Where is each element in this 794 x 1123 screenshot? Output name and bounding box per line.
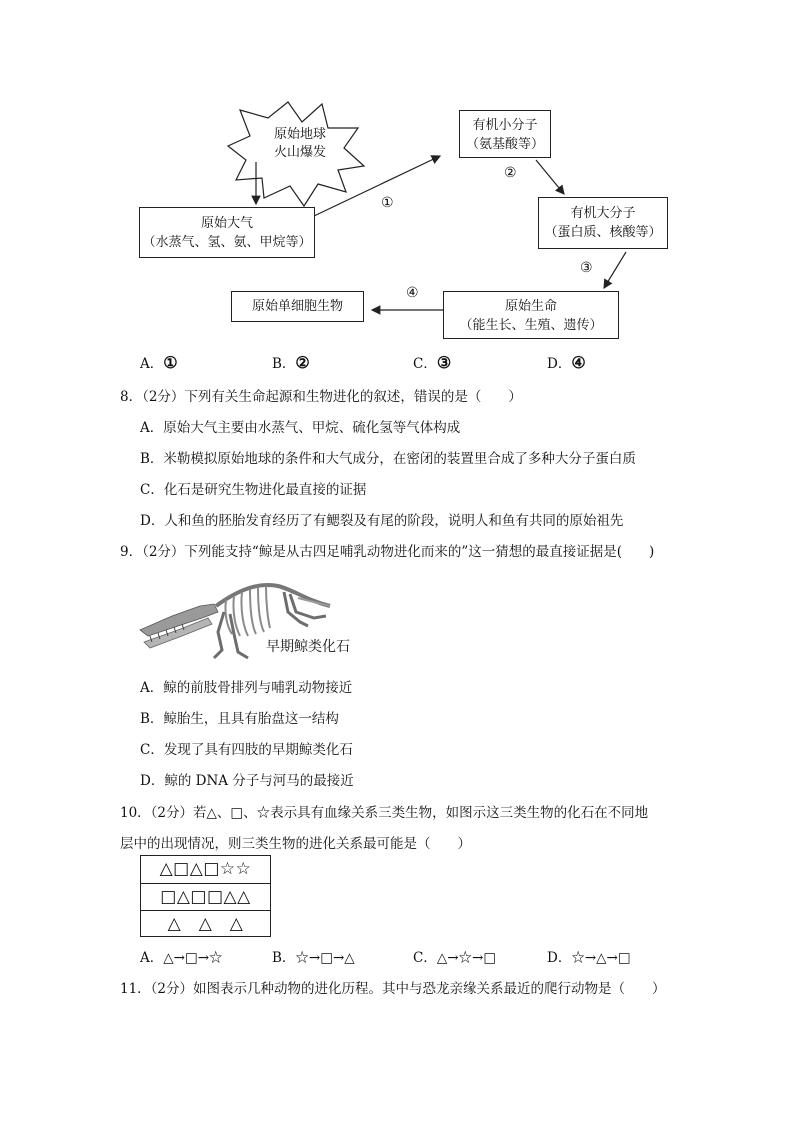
small-molecule-box (459, 110, 551, 158)
q8-option-a[interactable]: A．原始大气主要由水蒸气、甲烷、硫化氢等气体构成 (140, 420, 461, 436)
burst-label (258, 126, 342, 162)
q10-option-d[interactable]: D．☆→△→□ (547, 950, 631, 966)
step-label-1: ① (381, 195, 394, 211)
arrow-step-3 (604, 252, 626, 288)
arrow-step-2 (536, 160, 564, 194)
primitive-life-box (443, 291, 619, 339)
q10-option-b[interactable]: B．☆→□→△ (272, 950, 355, 966)
q9-option-b[interactable]: B．鲸胎生，且具有胎盘这一结构 (140, 711, 339, 727)
step-label-3: ③ (580, 260, 593, 276)
fossil-strata-table (140, 855, 271, 937)
q7-option-c[interactable] (413, 352, 451, 372)
atmosphere-detail: （水蒸气、氢、氨、甲烷等） (142, 235, 312, 250)
q10-stem-line-2: 层中的出现情况，则三类生物的进化关系最可能是（ ） (120, 836, 471, 852)
q7-option-d-letter: D． (547, 356, 572, 372)
q7-option-b[interactable] (272, 352, 310, 372)
q9-option-c[interactable]: C．发现了具有四肢的早期鲸类化石 (140, 742, 353, 758)
q10-option-a[interactable]: A．△→□→☆ (140, 950, 223, 966)
q10-option-c[interactable]: C．△→☆→□ (413, 950, 497, 966)
atmosphere-box (139, 207, 315, 258)
burst-line-2: 火山爆发 (273, 145, 326, 160)
stratum-bottom: △ △ △ (167, 914, 244, 934)
primitive-life-title: 原始生命 (504, 299, 557, 314)
single-cell-box (231, 291, 364, 322)
small-molecule-title: 有机小分子 (472, 118, 538, 133)
q9-option-d[interactable]: D．鲸的 DNA 分子与河马的最接近 (140, 773, 354, 789)
q7-option-c-letter: C． (413, 356, 437, 372)
large-molecule-title: 有机大分子 (570, 206, 636, 221)
q7-option-b-value: ② (295, 353, 310, 372)
step-label-4: ④ (406, 285, 419, 301)
q10-stem-line-1: 10．（2分）若△、□、☆表示具有血缘关系三类生物，如图示这三类生物的化石在不同地 (120, 805, 649, 821)
primitive-life-detail: （能生长、生殖、遗传） (459, 318, 603, 333)
q8-option-b[interactable]: B．米勒模拟原始地球的条件和大气成分，在密闭的装置里合成了多种大分子蛋白质 (140, 451, 636, 467)
stratum-middle: □△□□△△ (141, 884, 270, 912)
stratum-top: △□△□☆☆ (141, 856, 270, 884)
q7-option-d-value: ④ (571, 353, 586, 372)
large-molecule-detail: （蛋白质、核酸等） (544, 225, 662, 240)
step-label-2: ② (504, 165, 517, 181)
q7-option-b-letter: B． (272, 356, 296, 372)
whale-fossil-caption: 早期鲸类化石 (266, 639, 350, 655)
q8-option-d[interactable]: D．人和鱼的胚胎发育经历了有鳃裂及有尾的阶段，说明人和鱼有共同的原始祖先 (140, 513, 624, 529)
origin-of-life-diagram (0, 0, 794, 345)
q7-option-d[interactable] (547, 352, 586, 372)
q7-option-a-letter: A． (140, 356, 164, 372)
q11-stem: 11．（2分）如图表示几种动物的进化历程。其中与恐龙亲缘关系最近的爬行动物是（ ） (120, 981, 666, 997)
q7-option-a[interactable] (140, 352, 178, 372)
q8-option-c[interactable]: C．化石是研究生物进化最直接的证据 (140, 482, 367, 498)
single-cell-title: 原始单细胞生物 (251, 299, 343, 314)
q9-option-a[interactable]: A．鲸的前肢骨排列与哺乳动物接近 (140, 680, 353, 696)
q7-option-a-value: ① (163, 353, 178, 372)
q7-option-c-value: ③ (436, 353, 452, 372)
small-molecule-detail: （氨基酸等） (465, 137, 544, 152)
large-molecule-box (538, 197, 668, 249)
q8-stem: 8．（2分）下列有关生命起源和生物进化的叙述，错误的是（ ） (120, 389, 522, 405)
q9-stem: 9．（2分）下列能支持“鲸是从古四足哺乳动物进化而来的”这一猜想的最直接证据是( ) (120, 544, 655, 560)
atmosphere-title: 原始大气 (200, 216, 253, 231)
burst-line-1: 原始地球 (273, 127, 326, 142)
